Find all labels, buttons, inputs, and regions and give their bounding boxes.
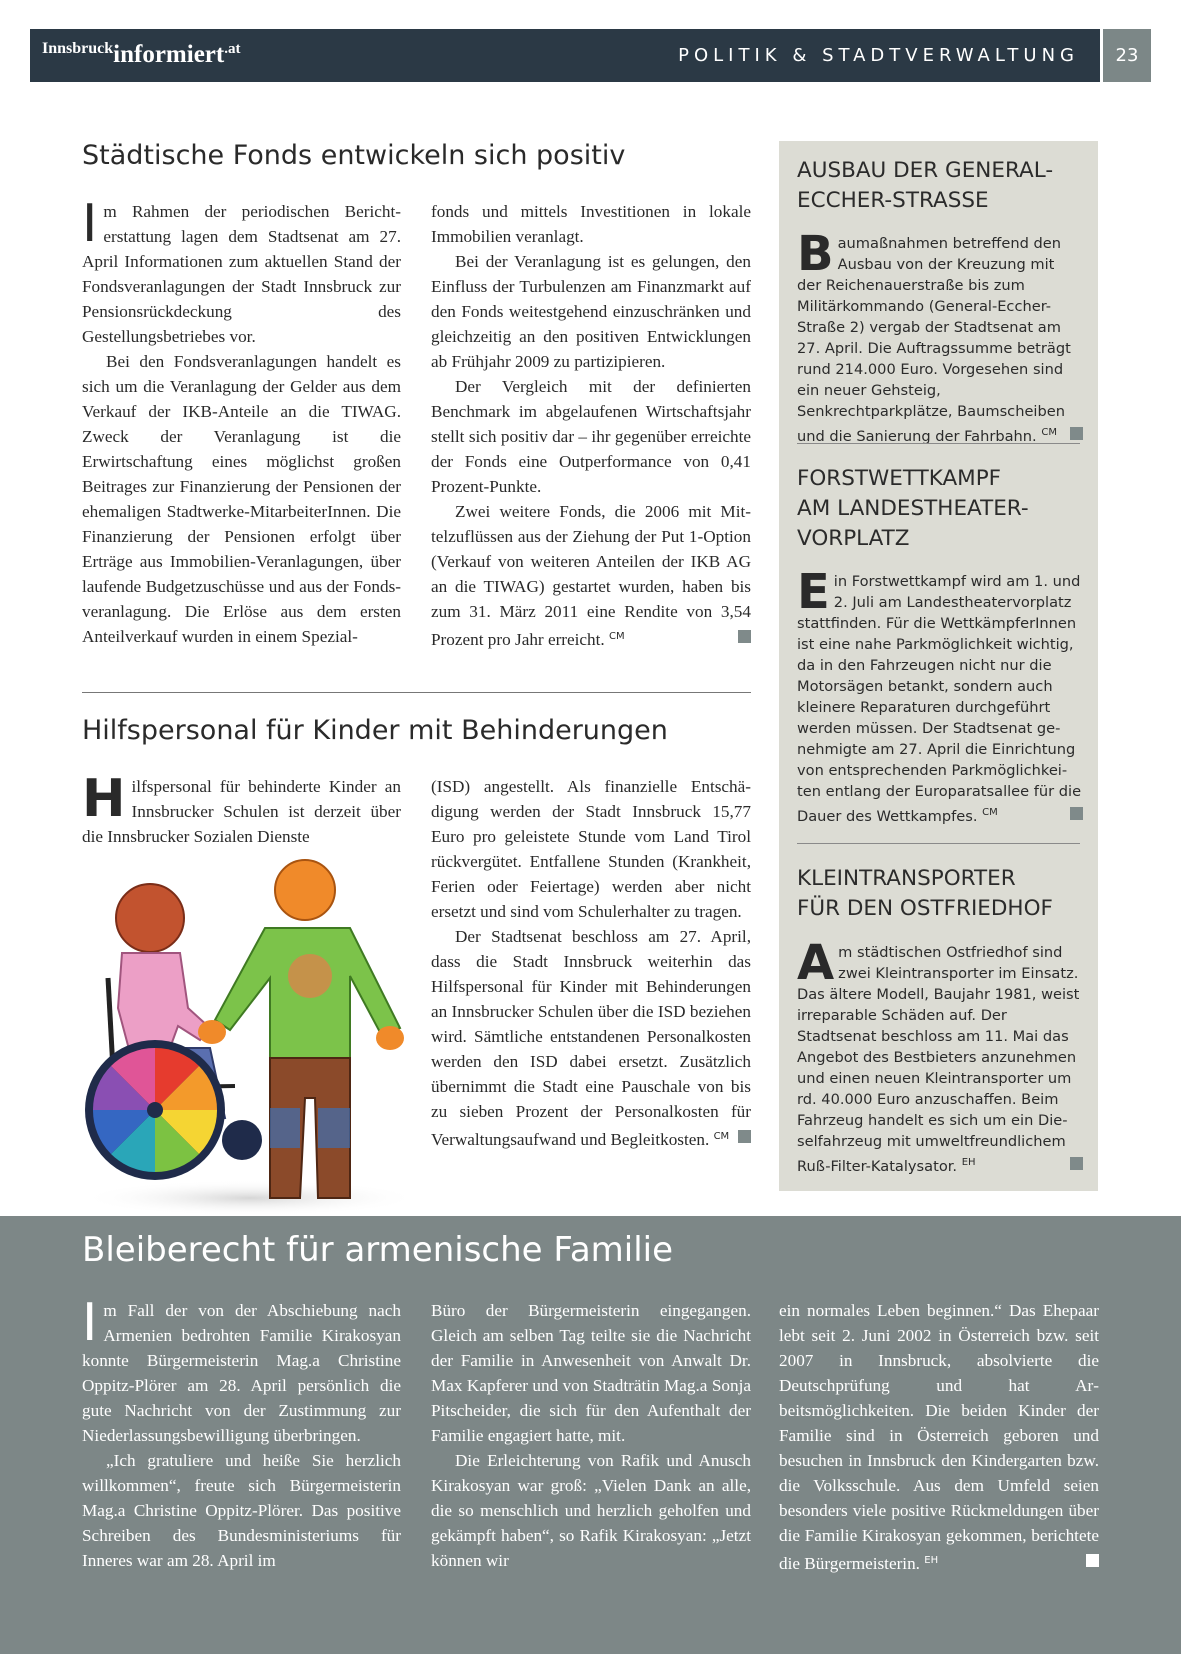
article3-col1	[82, 1293, 401, 1573]
article1-col1-p2: Bei den Fondsveranlagungen handelt es sich um die Veranlagung der Gelder aus dem Verkauf der IKB-Anteile an die TIWAG. Zweck der Veranlagung ist die Erwirtschaftung eines möglichst großen Beitrages zur Finanzierung der Pensionen der ehemaligen Stadtwerke-MitarbeiterInnen. Die Finanzierung der Pensionen erfolgt über Erträge aus Immobilien-Veranlagungen, über laufende Budgetzuschüsse und aus der Fondsveranlagung. Die Erlöse aus dem ersten Anteilverkauf wurden in einem Spezial-	[82, 352, 401, 646]
article2-signature: CM	[713, 1131, 730, 1142]
sidebar-box2-text: Ein Forstwettkampf wird am 1. und 2. Juli am Landestheatervorplatz stattfinden. Für die WettkämpferInnen ist eine nahe Parkmöglichkeit wichtig, da in den Fahrzeugen nicht nur die Motorsägen betankt, sondern auch kleinere Reparaturen durchgeführt werden müssen. Der Stadtsenat genehmigte am 27. April die Einrichtung von entsprechenden Parkmöglichkeiten entlang der Europaratsallee für die Dauer des Wettkampfes. $^{CM}$	[797, 564, 1082, 825]
article3-dropcap: I	[82, 1293, 98, 1353]
article3-signature: EH	[924, 1555, 939, 1566]
sidebar-box2-title: FORSTWETTKAMPF AM LANDESTHEATER- VORPLATZ	[797, 466, 1029, 551]
article1-dropcap: I	[82, 194, 98, 254]
bottom-article-section	[0, 1216, 1181, 1654]
article3-col2-p1: Büro der Bürgermeisterin eingegangen. Gleich am selben Tag teilte sie die Nachricht der Familie in Anwesenheit von Anwalt Dr. Max Kapferer und von Stadträtin Mag.a Sonja Pitscheider, die sich für den Aufenthalt der Familie engagiert hatte, mit.	[431, 1301, 751, 1445]
article2-col2-p1: (ISD) angestellt. Als finanzielle Entschädigung werden der Stadt Innsbruck 15,77 Euro pro geleistete Stunde vom Land Tirol rückvergütet. Entfallene Stunden (Krankheit, Ferien oder Feiertage) werden aber nicht ersetzt und sind vom Schulerhalter zu tragen.	[431, 777, 751, 921]
end-mark	[738, 630, 751, 643]
article-divider	[82, 692, 751, 693]
article2-col2	[431, 774, 751, 1152]
sidebar-news-box	[779, 141, 1098, 1191]
sidebar-box2-dropcap: E	[797, 564, 830, 620]
section-title: POLITIK & STADTVERWALTUNG	[678, 45, 1079, 66]
end-mark	[1086, 1554, 1099, 1567]
end-mark	[1070, 427, 1083, 440]
article3-col3-p1: ein normales Leben beginnen.“ Das Ehepaar lebt seit 2. Juni 2002 in Österreich bzw. seit 2007 in Innsbruck, absolvierte die Deutschprüfung und hat Arbeitsmöglichkeiten. Die beiden Kinder der Familie sind in Österreich geboren und besuchen in Innsbruck den Kindergarten bzw. die Volksschule. Aus dem Umfeld seien besonders viele positive Rückmeldungen über die Familie Kirakosyan gekommen, berichtete die Bürgermeisterin.	[779, 1301, 1099, 1573]
sidebar-separator	[797, 843, 1080, 844]
article1-col1-p1: m Rahmen der periodischen Berichterstattung lagen dem Stadtsenat am 27. April Informationen zum aktuellen Stand der Fondsveranlagungen der Stadt Innsbruck zur Pensionsrückdeckung des Gestellungsbetriebes vor.	[82, 202, 401, 346]
article1-col2-p1: fonds und mittels Investitionen in lokale Immobilien veranlagt.	[431, 202, 751, 246]
logo	[42, 40, 240, 69]
logo-part-informiert: informiert	[113, 41, 225, 68]
logo-part-innsbruck: Innsbruck	[42, 40, 114, 57]
article1-col2-p4: Zwei weitere Fonds, die 2006 mit Mittelzuflüssen aus der Ziehung der Put 1-Option (Verkauf von weiteren Anteilen der IKB AG an die TIWAG) gestartet wurden, haben bis zum 31. März 2011 eine Rendite von 3,54 Prozent pro Jahr erreicht.	[431, 502, 751, 649]
article1-col1	[82, 194, 401, 649]
end-mark	[1070, 1157, 1083, 1170]
end-mark	[738, 1130, 751, 1143]
sidebar-box1-title: AUSBAU DER GENERAL- ECCHER-STRASSE	[797, 158, 1054, 213]
article2-col1	[82, 769, 401, 849]
article3-col1-p2: „Ich gratuliere und heiße Sie herzlich willkommen“, freute sich Bürgermeisterin Mag.a Christine Oppitz-Plörer. Das positive Schreiben des Bundesministeriums für Inneres war am 28. April im	[82, 1451, 401, 1570]
article1-col2-p3: Der Vergleich mit der definierten Benchmark im abgelaufenen Wirtschaftsjahr stellt sich positiv dar – ihr gegenüber erreichte der Fonds eine Outperformance von 0,41 Prozent-Punkte.	[431, 377, 751, 496]
sidebar-box3-text: Am städtischen Ostfriedhof sind zwei Kleintransporter im Einsatz. Das ältere Modell, Baujahr 1981, weist irreparable Schäden auf. Der Stadtsenat beschloss am 11. Mai das Angebot des Bestbieters anzunehmen und einen neuen Kleintransporter um rd. 40.000 Euro anzuschaffen. Beim Fahrzeug handelt es sich um ein Dieselfahrzeug mit umweltfreundlichem Ruß-Filter-Katalysator. $^{EH}$	[797, 942, 1083, 1177]
sidebar-separator	[797, 443, 1080, 444]
logo-part-at: .at	[224, 41, 241, 57]
article2-col1-p1: ilfspersonal für behinderte Kinder an Innsbrucker Schulen ist derzeit über die Innsbrucker Sozialen Dienste	[82, 777, 401, 846]
sidebar-box1-signature: CM	[1041, 427, 1057, 438]
sidebar-box3-title: KLEINTRANSPORTER FÜR DEN OSTFRIEDHOF	[797, 866, 1053, 921]
sidebar-box1-text: Baumaßnahmen betreffend den Ausbau von der Kreuzung mit der Reichenauerstraße bis zum Militärkommando (General-Eccher-Straße 2) vergab der Stadtsenat am 27. April. Die Auftragssumme beträgt rund 214.000 Euro. Vorgesehen sind ein neuer Gehsteig, Senkrechtparkplätze, Baumscheiben und die Sanierung der Fahrbahn. $^{CM}$	[797, 233, 1083, 447]
article3-col3	[779, 1298, 1099, 1576]
article1-title: Städtische Fonds entwickeln sich positiv	[82, 140, 626, 171]
article3-col1-p1: m Fall der von der Abschiebung nach Armenien bedrohten Familie Kirakosyan konnte Bürgermeisterin Mag.a Christine Oppitz-Plörer am 28. April persönlich die gute Nachricht von der Zustimmung zur Niederlassungsbewilligung überbringen.	[82, 1301, 401, 1445]
sidebar-box1-dropcap: B	[797, 226, 834, 282]
article3-col2-p2: Die Erleichterung von Rafik und Anusch Kirakosyan war groß: „Vielen Dank an alle, die so menschlich und herzlich geholfen und gekämpft haben“, so Rafik Kirakosyan: „Jetzt können wir	[431, 1451, 751, 1570]
article2-col2-p2: Der Stadtsenat beschloss am 27. April, dass die Stadt Innsbruck weiterhin das Hilfspersonal für Kinder mit Behinderungen an Innsbrucker Schulen über die ISD beziehen wird. Sämtliche entstandenen Personalkosten werden den ISD dabei ersetzt. Zusätzlich übernimmt die Stadt eine Pauschale von bis zu sieben Prozent der Personalkosten für Verwaltungsaufwand und Begleitkosten.	[431, 927, 751, 1149]
sidebar-box3-signature: EH	[961, 1157, 976, 1168]
article3-col2	[431, 1298, 751, 1573]
children-illustration	[60, 858, 420, 1218]
article2-dropcap: H	[82, 769, 126, 829]
page-header	[30, 29, 1151, 82]
article2-title: Hilfspersonal für Kinder mit Behinderungen	[82, 715, 668, 746]
page-number: 23	[1100, 29, 1151, 82]
article1-col2-p2: Bei der Veranlagung ist es gelungen, den Einfluss der Turbulenzen am Finanzmarkt auf den Fonds weitestgehend einzuschränken und gleichzeitig an den positiven Entwicklungen ab Frühjahr 2009 zu partizipieren.	[431, 252, 751, 371]
article1-col2	[431, 199, 751, 652]
sidebar-box2-signature: CM	[982, 807, 998, 818]
end-mark	[1070, 807, 1083, 820]
article1-signature: CM	[609, 631, 625, 642]
article3-title: Bleiberecht für armenische Familie	[82, 1230, 674, 1270]
sidebar-box3-dropcap: A	[797, 935, 835, 991]
